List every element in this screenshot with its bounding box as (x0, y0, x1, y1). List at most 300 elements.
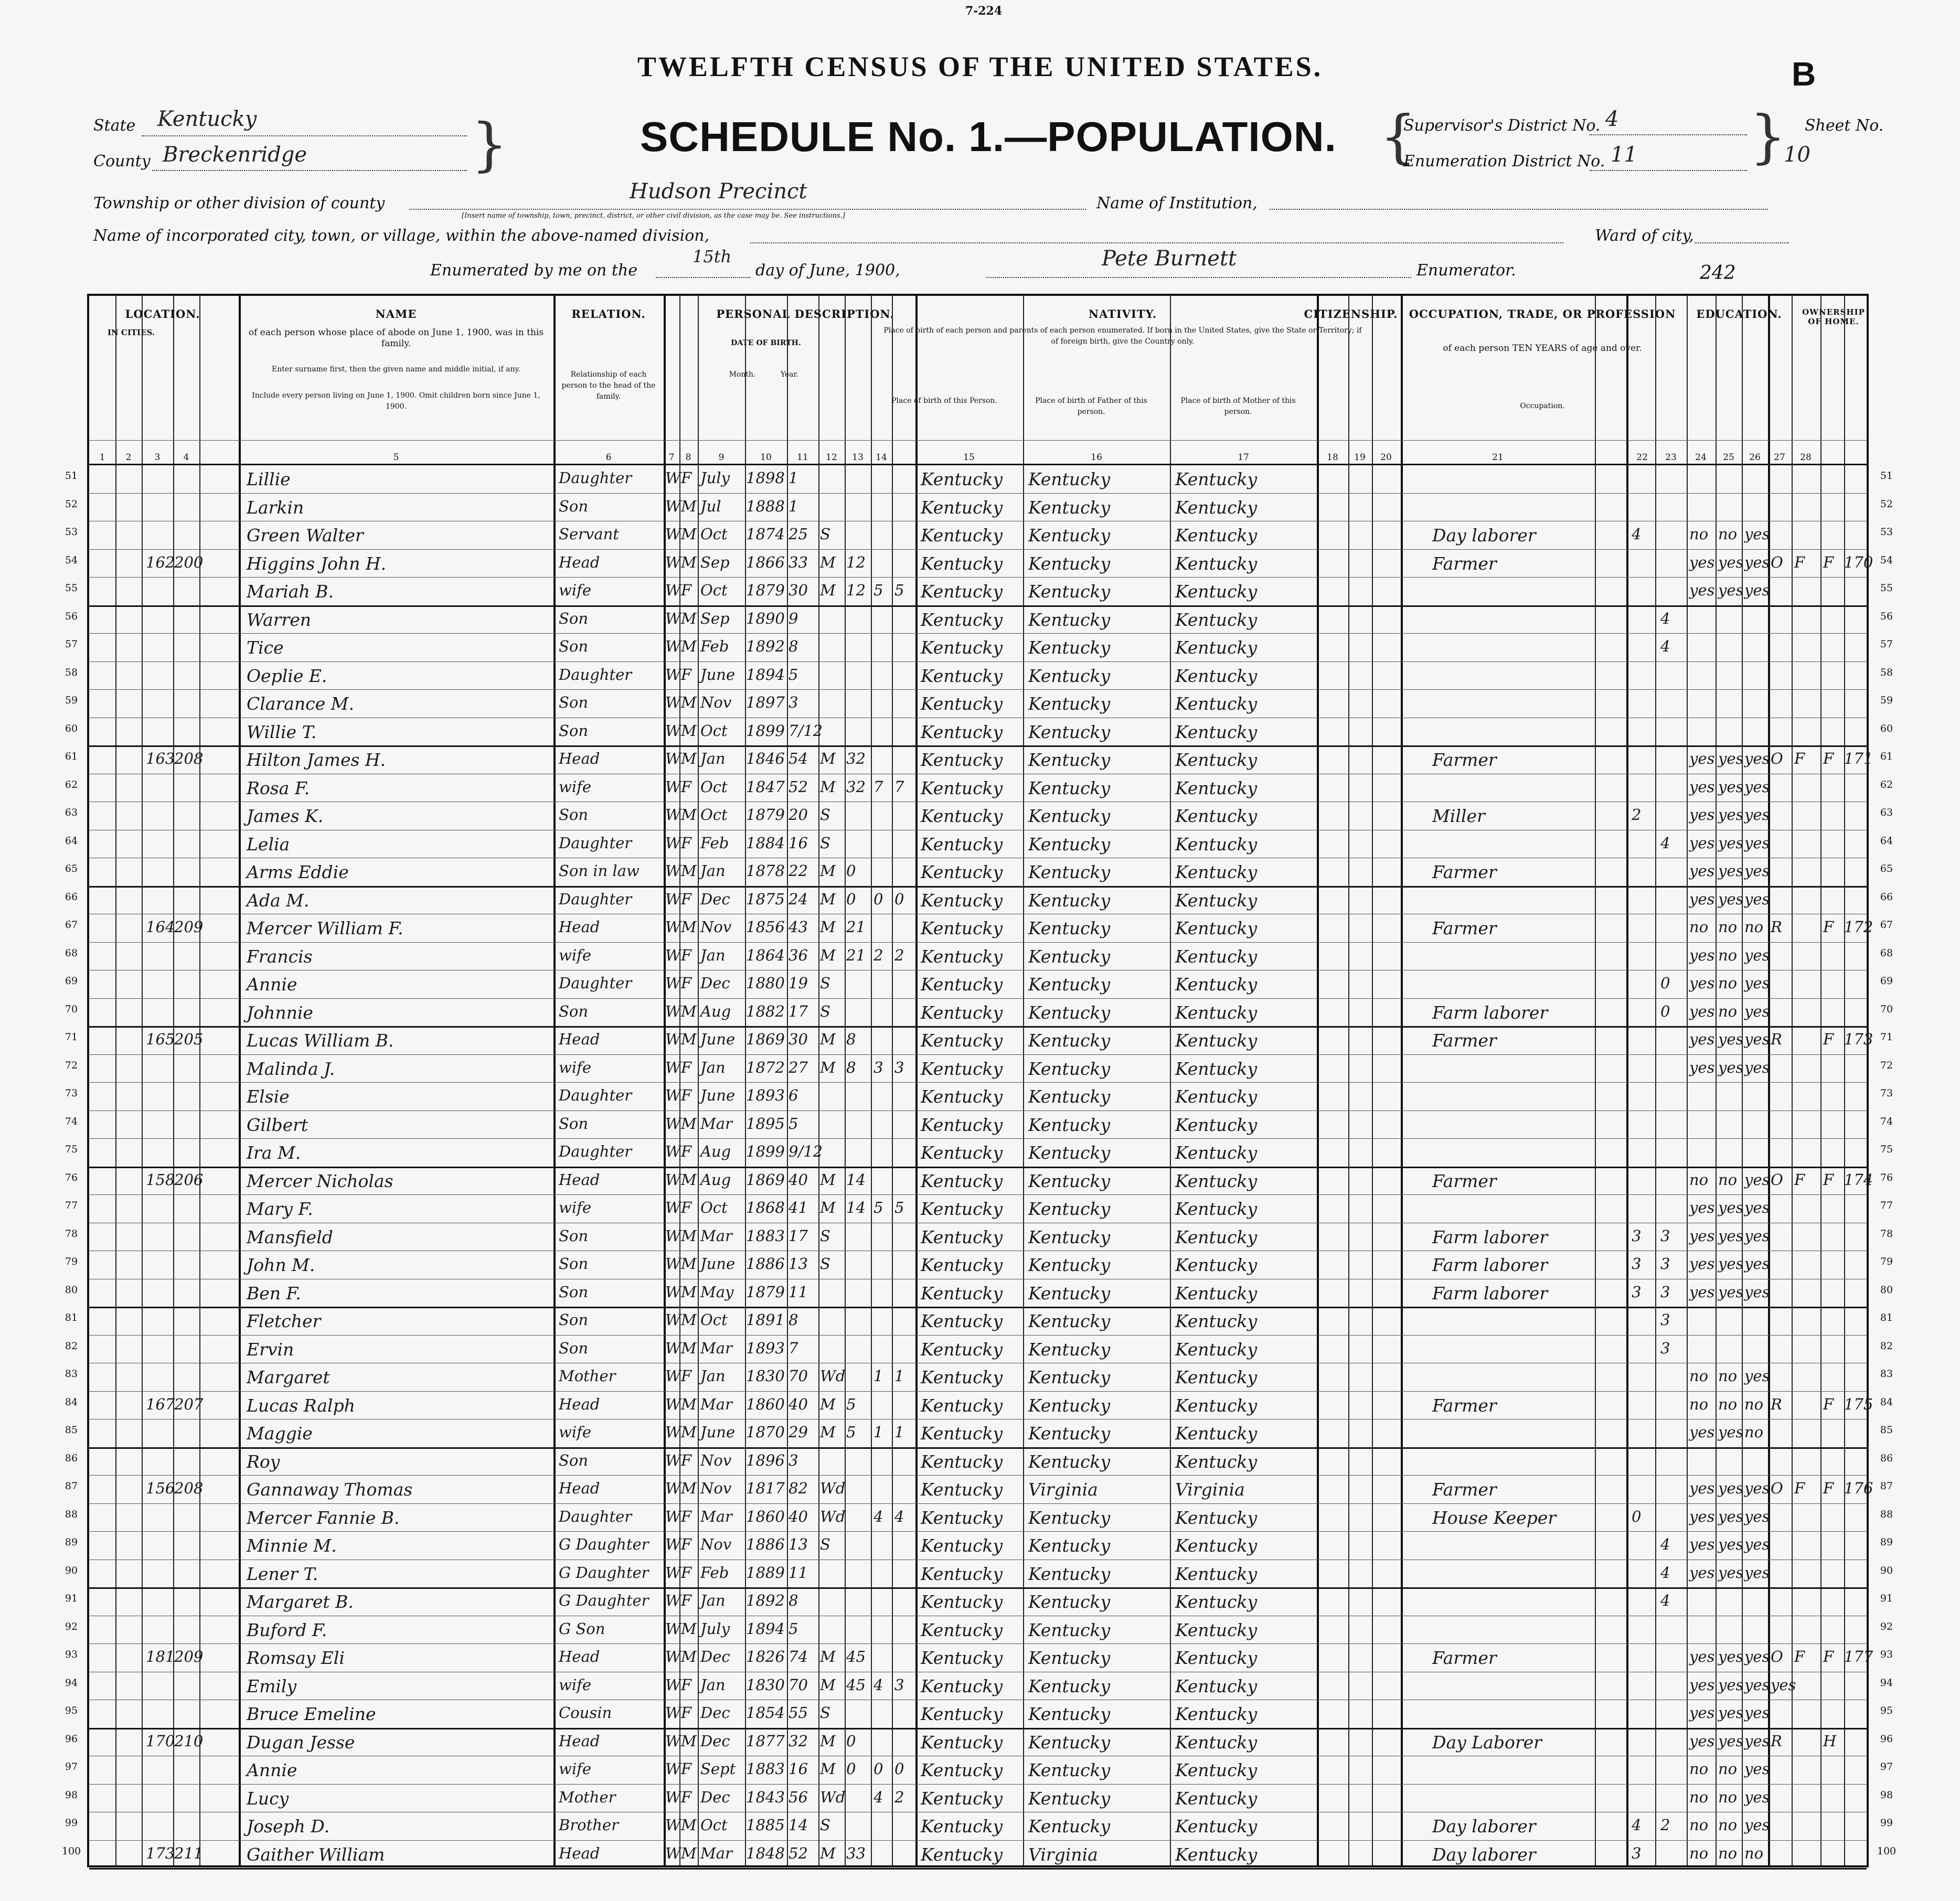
cell-birth: Kentucky (921, 525, 1003, 546)
cell-color: W (665, 1199, 681, 1216)
cell-yrs: 32 (846, 750, 866, 767)
cell-free: F (1794, 1648, 1805, 1665)
cell-birth: Kentucky (921, 721, 1003, 742)
cell-year: 1899 (746, 721, 785, 740)
cell-yrs: 8 (846, 1030, 856, 1048)
cell-father: Kentucky (1028, 1283, 1111, 1304)
cell-mother: 7 (874, 777, 883, 796)
cell-color: W (665, 665, 681, 683)
cell-month: Nov (700, 1451, 732, 1469)
cell-mother: 0 (874, 890, 883, 908)
cell-occupation: Farm laborer (1432, 1255, 1548, 1275)
cell-write: no (1718, 918, 1738, 936)
cell-own: O (1771, 750, 1783, 767)
cell-age: 1 (789, 497, 798, 515)
cell-mother-birth: Kentucky (1175, 1592, 1258, 1612)
cell-month: Oct (700, 1816, 728, 1834)
ward-label: Ward of city, (1595, 227, 1694, 245)
cell-age: 30 (789, 1030, 808, 1048)
cell-father: Kentucky (1028, 806, 1111, 826)
table-row (89, 1840, 1871, 1868)
column-number: 8 (685, 452, 691, 463)
cell-age: 3 (789, 693, 798, 711)
cell-color: W (665, 1030, 681, 1048)
cell-month: Dec (700, 1788, 730, 1806)
cell-year: 1846 (746, 750, 785, 767)
cell-dwelling: 158 (146, 1170, 175, 1189)
line-number: 75 (1880, 1144, 1893, 1155)
col-name-instr: Enter surname first, then the given name and middle initial, if any. (272, 365, 520, 373)
cell-color: W (665, 1648, 681, 1665)
line-number: 71 (65, 1031, 78, 1043)
cell-age: 16 (789, 1760, 808, 1778)
line-number: 95 (65, 1705, 78, 1716)
enumerated-label: Enumerated by me on the (430, 261, 637, 280)
line-number: 92 (65, 1620, 78, 1632)
cell-relation: Head (559, 553, 600, 571)
cell-birth: Kentucky (921, 890, 1003, 911)
cell-read: yes (1689, 750, 1715, 767)
cell-eng: yes (1744, 1535, 1770, 1553)
col-month: Month. (729, 370, 756, 379)
cell-farm: F (1823, 1395, 1834, 1413)
cell-yrs: 21 (846, 946, 866, 964)
cell-sex: F (681, 1704, 692, 1722)
cell-birth: Kentucky (921, 777, 1003, 798)
row-rule (89, 1868, 1867, 1870)
cell-color: W (665, 1255, 681, 1273)
col-occupation: OCCUPATION, TRADE, OR PROFESSION (1409, 307, 1676, 321)
cell-sex: M (681, 1816, 697, 1834)
cell-month: Sep (700, 609, 730, 627)
table-row (89, 1700, 1871, 1728)
cell-marital: S (820, 1535, 830, 1553)
cell-marital: M (820, 1648, 836, 1665)
table-row (89, 802, 1871, 830)
cell-relation: Son (559, 1226, 589, 1245)
col-birth-father: Place of birth of Father of this person. (1035, 397, 1147, 416)
cell-month: Jul (700, 497, 721, 515)
cell-mother-birth: Kentucky (1175, 1675, 1258, 1696)
cell-school: 2 (1660, 1816, 1670, 1834)
cell-name: Francis (247, 946, 313, 967)
cell-relation: G Daughter (559, 1535, 649, 1553)
line-number: 98 (65, 1789, 78, 1801)
cell-birth: Kentucky (921, 806, 1003, 826)
cell-name: Mariah B. (247, 581, 334, 602)
cell-year: 1864 (746, 946, 785, 964)
line-number: 77 (65, 1200, 78, 1211)
cell-sex: M (681, 1479, 697, 1497)
cell-sched: 171 (1844, 750, 1873, 767)
cell-name: Malinda J. (247, 1058, 335, 1079)
cell-sex: F (681, 581, 692, 599)
cell-color: W (665, 469, 681, 487)
cell-farm: F (1823, 1648, 1834, 1665)
cell-color: W (665, 1592, 681, 1609)
cell-age: 1 (789, 469, 798, 487)
cell-eng: yes (1744, 1283, 1770, 1301)
cell-write: yes (1718, 862, 1744, 880)
line-number: 70 (1880, 1003, 1893, 1015)
cell-mother-birth: Kentucky (1175, 1142, 1258, 1163)
cell-relation: Daughter (559, 469, 632, 487)
cell-occupation: Farmer (1432, 918, 1497, 938)
table-row (89, 1616, 1871, 1644)
line-number: 83 (1880, 1368, 1893, 1380)
cell-father: Kentucky (1028, 1563, 1111, 1584)
cell-year: 1893 (746, 1339, 785, 1357)
table-row (89, 1307, 1871, 1335)
cell-birth: Kentucky (921, 1002, 1003, 1023)
cell-age: 22 (789, 862, 808, 880)
cell-read: yes (1689, 834, 1715, 852)
cell-occupation: Farmer (1432, 750, 1497, 770)
cell-free: F (1794, 1479, 1805, 1497)
cell-birth: Kentucky (921, 1086, 1003, 1107)
cell-occupation: Farmer (1432, 1479, 1497, 1500)
cell-year: 1882 (746, 1002, 785, 1020)
line-number: 81 (1880, 1312, 1893, 1323)
cell-birth: Kentucky (921, 1395, 1003, 1416)
cell-marital: M (820, 1760, 836, 1778)
line-number: 66 (65, 891, 78, 903)
cell-age: 43 (789, 918, 808, 936)
cell-marital: S (820, 1002, 830, 1020)
enumerator-name: Pete Burnett (1102, 247, 1237, 271)
cell-color: W (665, 721, 681, 740)
cell-mother-birth: Kentucky (1175, 1086, 1258, 1107)
township-line (409, 209, 1086, 210)
township-label: Township or other division of county (93, 194, 385, 212)
cell-sex: M (681, 1395, 697, 1413)
cell-write: no (1718, 1788, 1738, 1806)
cell-mother-birth: Kentucky (1175, 1058, 1258, 1079)
cell-marital: M (820, 1395, 836, 1413)
cell-birth: Kentucky (921, 693, 1003, 714)
cell-yrs: 0 (846, 862, 856, 880)
cell-marital: M (820, 890, 836, 908)
cell-family: 211 (174, 1844, 204, 1862)
cell-marital: M (820, 1844, 836, 1862)
cell-name: Mansfield (247, 1226, 333, 1247)
cell-birth: Kentucky (921, 469, 1003, 489)
line-number: 74 (1880, 1115, 1893, 1127)
table-row (89, 1335, 1871, 1363)
cell-color: W (665, 1816, 681, 1834)
table-row (89, 830, 1871, 858)
cell-age: 11 (789, 1563, 808, 1582)
col-name-desc: of each person whose place of abode on June 1, 1900, was in this family. (248, 327, 544, 349)
cell-occupation: Farm laborer (1432, 1283, 1548, 1304)
column-number: 27 (1774, 452, 1785, 463)
cell-sex: M (681, 1002, 697, 1020)
cell-year: 1883 (746, 1226, 785, 1245)
cell-name: Buford F. (247, 1619, 327, 1640)
cell-own: R (1771, 1030, 1782, 1048)
line-number: 73 (65, 1087, 78, 1099)
cell-yrs: 0 (846, 1760, 856, 1778)
cell-months: 3 (1632, 1255, 1642, 1273)
line-number: 83 (65, 1368, 78, 1380)
cell-age: 52 (789, 1844, 808, 1862)
institution-label: Name of Institution, (1096, 194, 1258, 212)
cell-school: 3 (1660, 1311, 1670, 1329)
cell-age: 82 (789, 1479, 808, 1497)
township-note: [Insert name of township, town, precinct, district, or other civil division, as the case may be. See instructions.] (462, 212, 845, 220)
cell-eng: yes (1744, 1704, 1770, 1722)
line-number: 57 (65, 638, 78, 650)
cell-name: Roy (247, 1451, 280, 1472)
cell-birth: Kentucky (921, 1760, 1003, 1780)
cell-name: Romsay Eli (247, 1648, 345, 1668)
cell-birth: Kentucky (921, 497, 1003, 518)
cell-mother-birth: Kentucky (1175, 1423, 1258, 1444)
cell-father: Kentucky (1028, 1788, 1111, 1809)
line-number: 66 (1880, 891, 1893, 903)
cell-month: Nov (700, 693, 732, 711)
cell-marital: M (820, 946, 836, 964)
column-number: 23 (1665, 452, 1677, 463)
cell-birth: Kentucky (921, 1732, 1003, 1753)
column-number: 4 (183, 452, 189, 463)
table-row (89, 970, 1871, 998)
cell-month: Nov (700, 918, 732, 936)
cell-sex: M (681, 1423, 697, 1441)
cell-year: 1868 (746, 1199, 785, 1216)
cell-read: no (1689, 1844, 1709, 1862)
cell-relation: wife (559, 1675, 591, 1694)
cell-mother-birth: Kentucky (1175, 1255, 1258, 1275)
col-dob: DATE OF BIRTH. (731, 339, 801, 347)
cell-relation: Son (559, 1283, 589, 1301)
cell-mother-birth: Kentucky (1175, 1844, 1258, 1865)
cell-own: O (1771, 1170, 1783, 1189)
cell-relation: Son (559, 1339, 589, 1357)
cell-birth: Kentucky (921, 1226, 1003, 1247)
cell-birth: Kentucky (921, 1788, 1003, 1809)
cell-age: 52 (789, 777, 808, 796)
cell-relation: Son (559, 1002, 589, 1020)
cell-living: 1 (894, 1367, 904, 1385)
cell-age: 25 (789, 525, 808, 543)
cell-sex: F (681, 1367, 692, 1385)
cell-family: 207 (174, 1395, 204, 1413)
line-number: 93 (1880, 1649, 1893, 1660)
cell-name: Mercer Fannie B. (247, 1507, 400, 1528)
cell-father: Kentucky (1028, 1816, 1111, 1836)
column-number: 17 (1238, 452, 1249, 463)
ward-line (1695, 242, 1789, 243)
cell-name: Ben F. (247, 1283, 301, 1304)
cell-read: yes (1689, 1002, 1715, 1020)
cell-eng: yes (1744, 834, 1770, 852)
cell-birth: Kentucky (921, 1030, 1003, 1051)
cell-yrs: 14 (846, 1170, 866, 1189)
cell-family: 200 (174, 553, 204, 571)
cell-birth: Kentucky (921, 1058, 1003, 1079)
cell-yrs: 0 (846, 1732, 856, 1750)
cell-mother-birth: Kentucky (1175, 525, 1258, 546)
cell-month: Oct (700, 777, 728, 796)
cell-sex: F (681, 1760, 692, 1778)
cell-mother-birth: Kentucky (1175, 777, 1258, 798)
column-number: 26 (1749, 452, 1761, 463)
cell-farm: F (1823, 1479, 1834, 1497)
cell-color: W (665, 974, 681, 992)
cell-color: W (665, 750, 681, 767)
line-number: 64 (65, 835, 78, 847)
cell-color: W (665, 1844, 681, 1862)
cell-name: Arms Eddie (247, 862, 349, 882)
cell-eng: yes (1744, 1563, 1770, 1582)
cell-color: W (665, 1563, 681, 1582)
right-brace-open: { (1380, 103, 1416, 170)
table-row (89, 1672, 1871, 1700)
cell-name: John M. (247, 1255, 315, 1275)
cell-occupation: Miller (1432, 806, 1485, 826)
cell-mother-birth: Kentucky (1175, 1535, 1258, 1556)
cell-eng: yes (1744, 946, 1770, 964)
cell-read: yes (1689, 1507, 1715, 1525)
cell-birth: Kentucky (921, 1339, 1003, 1360)
line-number: 61 (1880, 751, 1893, 762)
cell-mother-birth: Kentucky (1175, 918, 1258, 938)
cell-color: W (665, 1367, 681, 1385)
cell-relation: wife (559, 1423, 591, 1441)
cell-eng: yes (1744, 581, 1770, 599)
cell-relation: Daughter (559, 974, 632, 992)
cell-occupation: Day laborer (1432, 1816, 1536, 1836)
cell-read: yes (1689, 777, 1715, 796)
cell-mother-birth: Kentucky (1175, 1816, 1258, 1836)
line-number: 51 (65, 470, 78, 482)
cell-father: Kentucky (1028, 665, 1111, 686)
col-personal: PERSONAL DESCRIPTION. (716, 307, 894, 321)
cell-mother-birth: Kentucky (1175, 1648, 1258, 1668)
cell-father: Kentucky (1028, 1226, 1111, 1247)
line-number: 89 (1880, 1536, 1893, 1548)
cell-living: 2 (894, 946, 904, 964)
cell-birth: Kentucky (921, 1563, 1003, 1584)
cell-month: Oct (700, 581, 728, 599)
col-relation: RELATION. (571, 307, 646, 321)
column-number: 12 (826, 452, 837, 463)
cell-name: Joseph D. (247, 1816, 330, 1836)
cell-father: Kentucky (1028, 721, 1111, 742)
cell-read: yes (1689, 1563, 1715, 1582)
cell-write: yes (1718, 1199, 1744, 1216)
cell-month: Dec (700, 1704, 730, 1722)
cell-write: yes (1718, 1226, 1744, 1245)
cell-dwelling: 163 (146, 750, 175, 767)
cell-eng: no (1744, 1395, 1764, 1413)
cell-school: 0 (1660, 974, 1670, 992)
cell-farm: F (1823, 1030, 1834, 1048)
cell-read: yes (1689, 806, 1715, 824)
cell-year: 1894 (746, 665, 785, 683)
cell-birth: Kentucky (921, 834, 1003, 855)
cell-marital: S (820, 1816, 830, 1834)
cell-marital: S (820, 525, 830, 543)
township-value: Hudson Precinct (630, 179, 807, 204)
cell-name: Annie (247, 1760, 297, 1780)
cell-month: Jan (700, 1675, 726, 1694)
cell-year: 1830 (746, 1367, 785, 1385)
enumerated-suffix: day of June, 1900, (755, 261, 900, 280)
cell-mother: 4 (874, 1507, 883, 1525)
cell-marital: M (820, 1030, 836, 1048)
line-number: 76 (1880, 1171, 1893, 1183)
cell-age: 70 (789, 1367, 808, 1385)
cell-write: no (1718, 1760, 1738, 1778)
cell-sex: F (681, 890, 692, 908)
line-number: 78 (1880, 1227, 1893, 1240)
cell-marital: Wd (820, 1479, 846, 1497)
cell-marital: M (820, 1675, 836, 1694)
cell-year: 1879 (746, 581, 785, 599)
line-number: 84 (1880, 1396, 1893, 1408)
cell-month: July (700, 469, 730, 487)
cell-read: yes (1689, 946, 1715, 964)
cell-color: W (665, 1086, 681, 1104)
cell-relation: Mother (559, 1788, 616, 1806)
col-name-instr2: Include every person living on June 1, 1900. Omit children born since June 1, 1900. (252, 391, 540, 411)
cell-occupation: Day laborer (1432, 1844, 1536, 1865)
cell-month: June (700, 1030, 736, 1048)
cell-relation: wife (559, 946, 591, 964)
cell-relation: wife (559, 1058, 591, 1076)
cell-father: Kentucky (1028, 1395, 1111, 1416)
cell-birth: Kentucky (921, 1199, 1003, 1219)
cell-birth: Kentucky (921, 1479, 1003, 1500)
line-number: 87 (65, 1480, 78, 1492)
cell-write: yes (1718, 1507, 1744, 1525)
cell-sex: F (681, 946, 692, 964)
cell-father: Kentucky (1028, 750, 1111, 770)
cell-yrs: 12 (846, 581, 866, 599)
cell-relation: Head (559, 918, 600, 936)
cell-month: Jan (700, 862, 726, 880)
column-number: 15 (963, 452, 975, 463)
cell-father: Kentucky (1028, 890, 1111, 911)
line-number: 62 (1880, 778, 1893, 791)
cell-mother: 5 (874, 581, 883, 599)
cell-write: yes (1718, 890, 1744, 908)
line-number: 86 (1880, 1452, 1893, 1464)
column-number: 25 (1723, 452, 1734, 463)
table-row (89, 661, 1871, 690)
cell-living: 2 (894, 1788, 904, 1806)
cell-birth: Kentucky (921, 862, 1003, 882)
cell-birth: Kentucky (921, 1675, 1003, 1696)
cell-year: 1869 (746, 1030, 785, 1048)
line-number: 56 (1880, 610, 1893, 622)
line-number: 80 (1880, 1284, 1893, 1296)
cell-write: no (1718, 1816, 1738, 1834)
line-number: 68 (1880, 947, 1893, 959)
cell-year: 1897 (746, 693, 785, 711)
cell-sex: M (681, 806, 697, 824)
cell-month: Oct (700, 721, 728, 740)
line-number: 96 (65, 1733, 78, 1745)
cell-mother-birth: Virginia (1175, 1479, 1245, 1500)
cell-year: 1879 (746, 1283, 785, 1301)
cell-living: 3 (894, 1675, 904, 1694)
cell-father: Virginia (1028, 1479, 1098, 1500)
cell-father: Kentucky (1028, 553, 1111, 574)
table-row (89, 1167, 1871, 1195)
